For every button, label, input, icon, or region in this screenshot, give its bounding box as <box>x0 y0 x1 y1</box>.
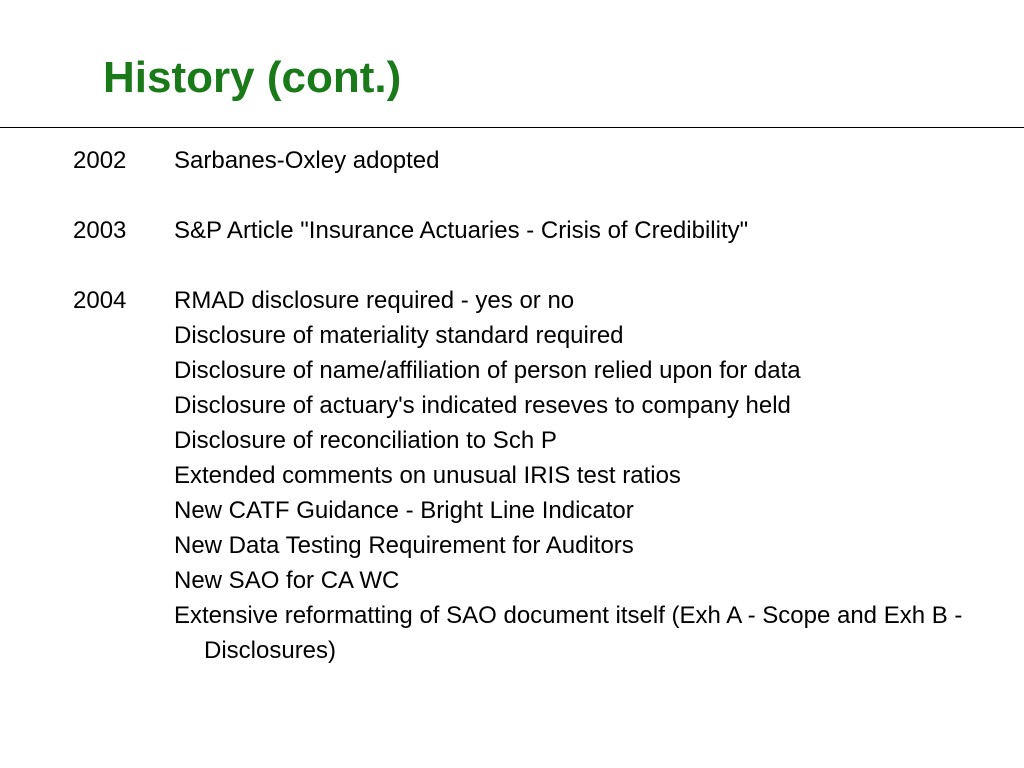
entry-item: Sarbanes-Oxley adopted <box>174 147 440 174</box>
entry-item: Disclosure of reconciliation to Sch P <box>174 427 557 454</box>
title-divider <box>0 127 1024 128</box>
timeline-entry-2004 <box>73 283 973 668</box>
entry-item: Extended comments on unusual IRIS test ratios <box>174 462 681 489</box>
entry-item: New SAO for CA WC <box>174 567 400 594</box>
timeline-entry-2002 <box>73 143 973 178</box>
entry-item: Extensive reformatting of SAO document itself (Exh A - Scope and Exh B - Disclosures) <box>174 602 963 664</box>
timeline <box>73 143 973 668</box>
entry-items <box>174 213 973 248</box>
entry-item: S&P Article "Insurance Actuaries - Crisis of Credibility" <box>174 217 749 244</box>
entry-items <box>174 283 973 668</box>
entry-item: Disclosure of materiality standard required <box>174 322 624 349</box>
entry-item: Disclosure of name/affiliation of person relied upon for data <box>174 357 801 384</box>
slide-title: History (cont.) <box>103 53 402 102</box>
timeline-entry-2003 <box>73 213 973 248</box>
entry-item: Disclosure of actuary's indicated reseves to company held <box>174 392 791 419</box>
entry-year: 2002 <box>73 147 127 174</box>
entry-item: RMAD disclosure required - yes or no <box>174 287 575 314</box>
entry-year: 2003 <box>73 217 127 244</box>
entry-item: New Data Testing Requirement for Auditors <box>174 532 634 559</box>
entry-year: 2004 <box>73 287 127 314</box>
entry-items <box>174 143 973 178</box>
entry-item: New CATF Guidance - Bright Line Indicator <box>174 497 634 524</box>
